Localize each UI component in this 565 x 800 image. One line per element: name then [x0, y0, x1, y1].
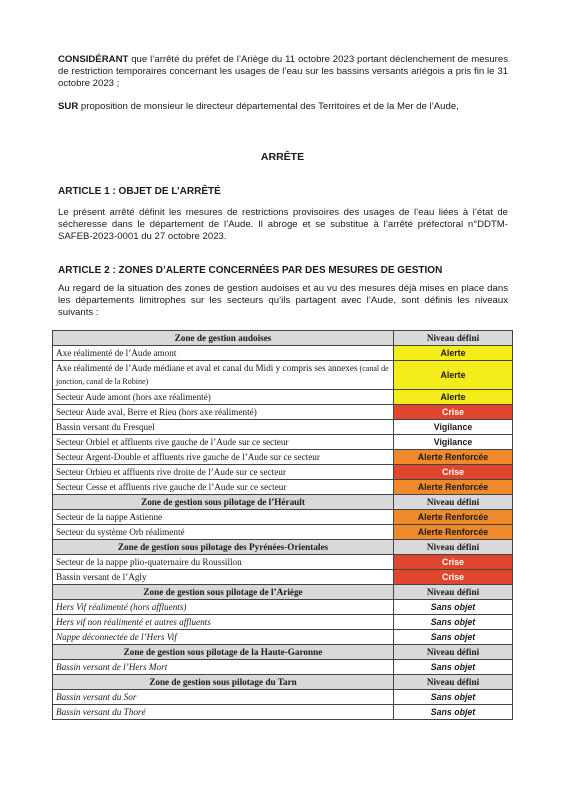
table-row [53, 615, 513, 630]
level-cell: Crise [394, 465, 513, 480]
sur-label: SUR [58, 101, 79, 112]
zone-name: Hers vif non réalimenté et autres affluents [56, 616, 211, 627]
section-header: Zone de gestion sous pilotage de la Haute-Garonne [53, 645, 394, 660]
table-row [53, 690, 513, 705]
zone-name: Secteur Orbiel et affluents rive gauche de l’Aude sur ce secteur [56, 436, 289, 447]
level-cell: Sans objet [394, 600, 513, 615]
level-column-header: Niveau défini [394, 645, 513, 660]
level-column-header: Niveau défini [394, 675, 513, 690]
sur-paragraph [58, 101, 508, 113]
level-cell: Vigilance [394, 435, 513, 450]
considerant-text: que l’arrêté du préfet de l’Ariège du 11 octobre 2023 portant déclenchement de mesures de restriction temporaires concernant les usages de l’eau sur les bassins versants ariégois a pris fin le 31 octobre 2023 ; [58, 54, 508, 89]
zone-name: Bassin versant de l’Hers Mort [56, 661, 168, 672]
level-cell: Vigilance [394, 420, 513, 435]
section-header-row [53, 585, 513, 600]
table-row [53, 600, 513, 615]
section-header: Zone de gestion sous pilotage des Pyrénées-Orientales [53, 540, 394, 555]
level-column-header: Niveau défini [394, 331, 513, 346]
zone-name: Secteur Aude amont (hors axe réalimenté) [56, 391, 211, 402]
zone-cell [53, 600, 394, 615]
zone-cell [53, 705, 394, 720]
zone-cell [53, 435, 394, 450]
zone-name: Secteur de la nappe plio-quaternaire du Roussillon [56, 556, 242, 567]
level-column-header: Niveau défini [394, 495, 513, 510]
zone-name: Bassin versant du Fresquel [56, 421, 155, 432]
article1-paragraph: Le présent arrêté définit les mesures de restrictions provisoires des usages de l’eau liées à l’état de sécheresse dans le département de l’Aude. Il abroge et se substitue à l’arrêté préfectoral n°DDTM-SAFEB-2023-0001 du 27 octobre 2023. [58, 207, 508, 242]
table-row [53, 510, 513, 525]
zone-name: Axe réalimenté de l’Aude amont [56, 347, 177, 358]
level-cell: Crise [394, 405, 513, 420]
zone-cell [53, 690, 394, 705]
level-cell: Sans objet [394, 630, 513, 645]
considerant-paragraph [58, 54, 508, 90]
zone-cell [53, 405, 394, 420]
section-header: Zone de gestion audoises [53, 331, 394, 346]
level-cell: Sans objet [394, 660, 513, 675]
section-header-row [53, 331, 513, 346]
level-column-header: Niveau défini [394, 585, 513, 600]
section-header-row [53, 495, 513, 510]
zone-name: Bassin versant de l’Agly [56, 571, 147, 582]
table-row [53, 630, 513, 645]
level-cell: Alerte [394, 346, 513, 361]
table-row [53, 420, 513, 435]
table-row [53, 705, 513, 720]
level-column-header: Niveau défini [394, 540, 513, 555]
sur-text: proposition de monsieur le directeur départemental des Territoires et de la Mer de l’Aude, [78, 101, 459, 112]
zone-name: Secteur Cesse et affluents rive gauche de l’Aude sur ce secteur [56, 481, 287, 492]
level-cell: Alerte Renforcée [394, 480, 513, 495]
level-cell: Sans objet [394, 705, 513, 720]
zone-name: Nappe déconnectée de l’Hers Vif [56, 631, 177, 642]
article2-paragraph: Au regard de la situation des zones de gestion audoises et au vu des mesures déjà mises en place dans les départements limitrophes sur les secteurs qu’ils partagent avec l’Aude, sont définis les niveaux suivants : [58, 283, 508, 318]
level-cell: Crise [394, 555, 513, 570]
zone-name: Secteur Argent-Double et affluents rive gauche de l’Aude sur ce secteur [56, 451, 320, 462]
section-header-row [53, 540, 513, 555]
zones-table-body [53, 331, 513, 720]
section-header: Zone de gestion sous pilotage de l’Ariège [53, 585, 394, 600]
zone-cell [53, 555, 394, 570]
level-cell: Alerte [394, 390, 513, 405]
section-header-row [53, 645, 513, 660]
level-cell: Alerte Renforcée [394, 450, 513, 465]
article2-heading: ARTICLE 2 : ZONES D’ALERTE CONCERNÉES PAR DES MESURES DE GESTION [58, 265, 443, 276]
table-row [53, 435, 513, 450]
zone-cell [53, 450, 394, 465]
table-row [53, 570, 513, 585]
page-title: ARRÊTE [260, 151, 305, 163]
level-cell: Sans objet [394, 615, 513, 630]
zone-cell [53, 630, 394, 645]
zone-name: Secteur de la nappe Astienne [56, 511, 163, 522]
level-cell: Crise [394, 570, 513, 585]
section-header: Zone de gestion sous pilotage du Tarn [53, 675, 394, 690]
zone-cell [53, 390, 394, 405]
table-row [53, 390, 513, 405]
section-header: Zone de gestion sous pilotage de l’Hérault [53, 495, 394, 510]
level-cell: Alerte [394, 361, 513, 390]
table-row [53, 480, 513, 495]
table-row [53, 555, 513, 570]
zone-cell [53, 570, 394, 585]
article1-heading: ARTICLE 1 : OBJET DE L’ARRÊTÉ [58, 186, 221, 197]
zone-name: Secteur Orbieu et affluents rive droite de l’Aude sur ce secteur [56, 466, 286, 477]
zone-cell [53, 660, 394, 675]
table-row [53, 405, 513, 420]
zone-name: Hers Vif réalimenté (hors affluents) [56, 601, 187, 612]
zone-name: Axe réalimenté de l’Aude médiane et aval et canal du Midi y compris ses annexes [56, 363, 358, 373]
zone-cell [53, 525, 394, 540]
zone-note: (canal de jonction, canal de la Robine) [56, 364, 389, 386]
zone-cell [53, 615, 394, 630]
table-row [53, 465, 513, 480]
zone-cell [53, 480, 394, 495]
zone-cell [53, 346, 394, 361]
level-cell: Alerte Renforcée [394, 510, 513, 525]
zone-cell [53, 465, 394, 480]
table-row [53, 346, 513, 361]
table-row [53, 450, 513, 465]
zone-name: Bassin versant du Sor [56, 691, 137, 702]
section-header-row [53, 675, 513, 690]
zone-cell [53, 361, 394, 390]
table-row [53, 660, 513, 675]
zones-table [52, 330, 513, 720]
table-row [53, 361, 513, 390]
considerant-label: CONSIDÉRANT [58, 54, 129, 65]
level-cell: Sans objet [394, 690, 513, 705]
zone-name: Bassin versant du Thoré [56, 706, 146, 717]
zone-name: Secteur Aude aval, Berre et Rieu (hors axe réalimenté) [56, 406, 257, 417]
level-cell: Alerte Renforcée [394, 525, 513, 540]
zone-name: Secteur du système Orb réalimenté [56, 526, 185, 537]
zone-cell [53, 510, 394, 525]
table-row [53, 525, 513, 540]
zone-cell [53, 420, 394, 435]
